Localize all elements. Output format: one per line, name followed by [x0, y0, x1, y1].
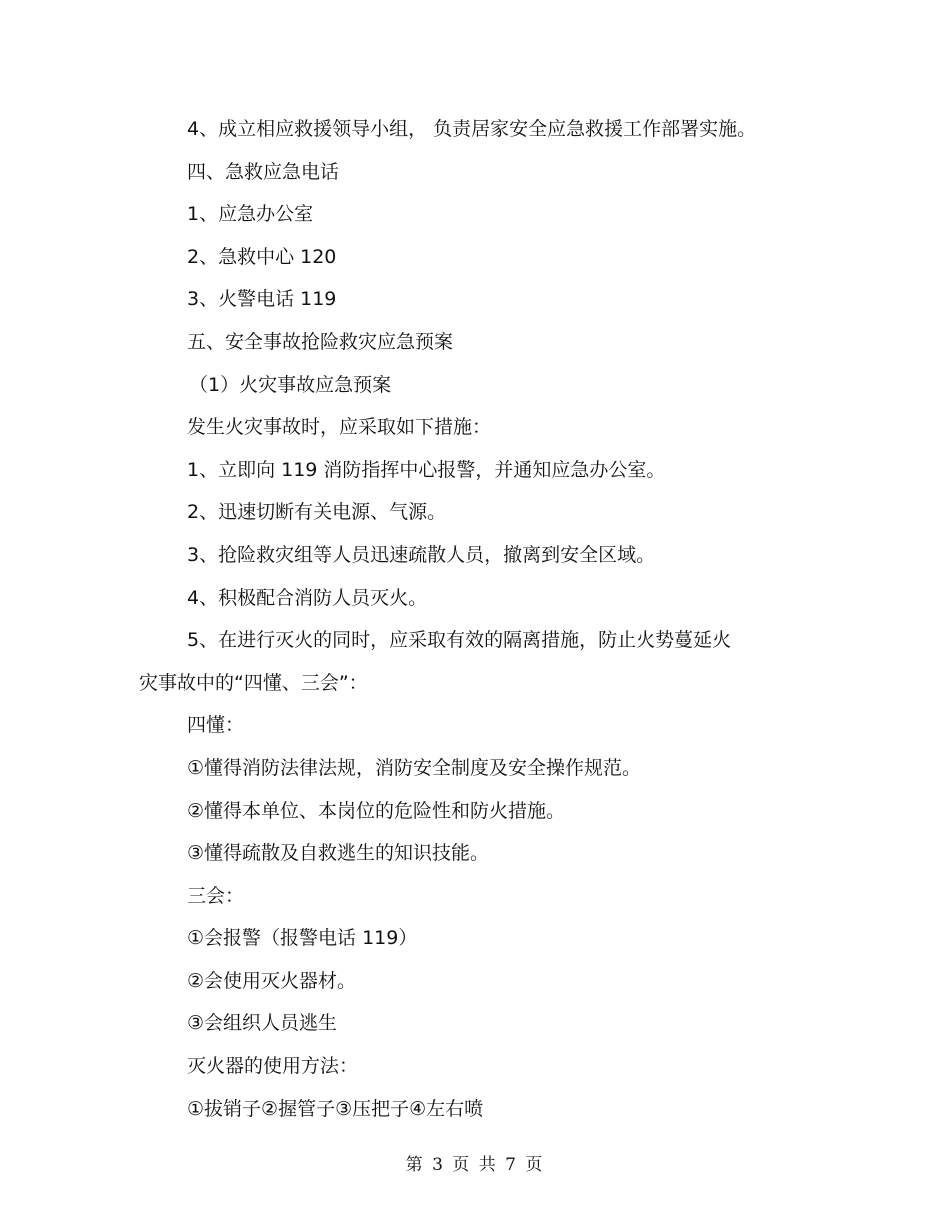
text-line: 灭火器的使用方法：	[187, 1055, 359, 1078]
subsection-heading: （1）火灾事故应急预案	[189, 373, 392, 396]
text-line: 4、积极配合消防人员灭火。	[187, 586, 428, 609]
text-line: 3、抢险救灾组等人员迅速疏散人员，撤离到安全区域。	[187, 543, 656, 566]
text-line: ①拔销子②握管子③压把子④左右喷	[187, 1097, 484, 1120]
text-line: ①会报警（报警电话 119）	[187, 927, 418, 950]
text-line: ①懂得消防法律法规，消防安全制度及安全操作规范。	[187, 756, 642, 779]
text-line: 1、应急办公室	[187, 203, 314, 226]
text-line: 四懂：	[187, 714, 245, 737]
text-line: 3、火警电话 119	[187, 288, 337, 311]
text-line: 发生火灾事故时，应采取如下措施：	[187, 416, 492, 439]
text-line: ③懂得疏散及自救逃生的知识技能。	[187, 842, 490, 865]
text-line: 2、急救中心 120	[187, 245, 337, 268]
text-line: 三会：	[187, 884, 245, 907]
text-line: 5、在进行灭火的同时，应采取有效的隔离措施，防止火势蔓延火	[187, 629, 732, 652]
text-line: 灾事故中的“四懂、三会”：	[139, 671, 368, 694]
text-line: 2、迅速切断有关电源、气源。	[187, 501, 447, 524]
text-line: 4、成立相应救援领导小组， 负责居家安全应急救援工作部署实施。	[187, 118, 757, 140]
text-line: ③会组织人员逃生	[187, 1012, 338, 1035]
text-line: 1、立即向 119 消防指挥中心报警，并通知应急办公室。	[187, 458, 666, 481]
page-number-footer: 第 3 页 共 7 页	[405, 1155, 545, 1175]
section-heading: 四、急救应急电话	[187, 160, 340, 183]
text-line: ②懂得本单位、本岗位的危险性和防火措施。	[187, 799, 566, 822]
text-line: ②会使用灭火器材。	[187, 969, 357, 992]
document-body	[0, 108, 950, 1130]
section-heading: 五、安全事故抢险救灾应急预案	[187, 330, 454, 353]
